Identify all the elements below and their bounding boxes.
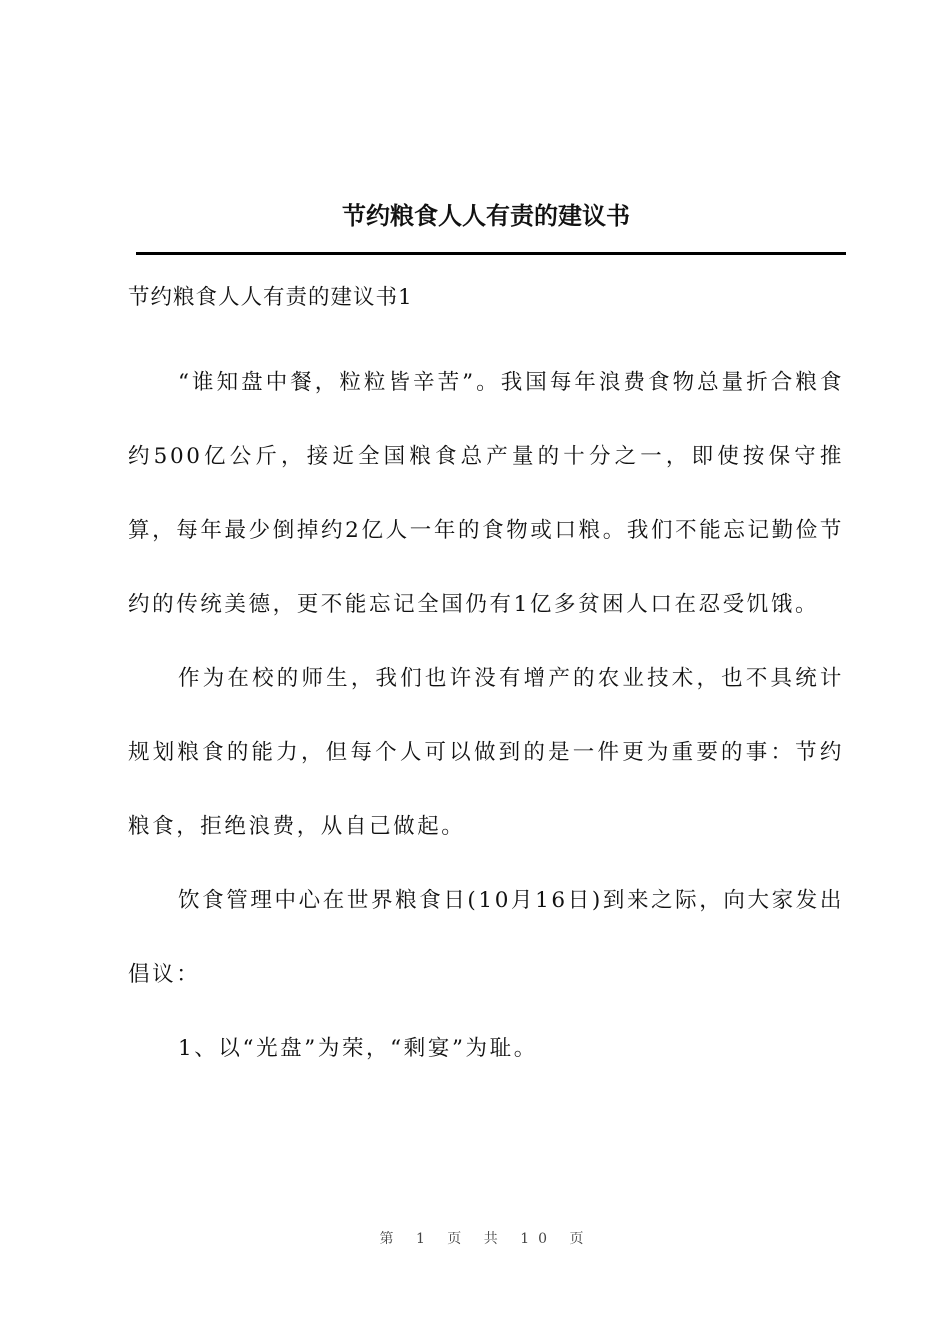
paragraph-3: 饮食管理中心在世界粮食日(10月16日)到来之际，向大家发出倡议： — [128, 888, 844, 987]
paragraph-4: 1、以“光盘”为荣，“剩宴”为耻。 — [178, 1036, 538, 1061]
document-body — [128, 346, 844, 1086]
title-divider — [136, 252, 846, 255]
paragraph-1: “谁知盘中餐，粒粒皆辛苦”。我国每年浪费食物总量折合粮食约500亿公斤，接近全国粮食总产量的十分之一，即使按保守推算，每年最少倒掉约2亿人一年的食物或口粮。我们不能忘记勤俭节约的传统美德，更不能忘记全国仍有1亿多贫困人口在忍受饥饿。 — [128, 370, 844, 617]
page-number-footer: 第 1 页 共 10 页 — [379, 1231, 593, 1247]
paragraph-2: 作为在校的师生，我们也许没有增产的农业技术，也不具统计规划粮食的能力，但每个人可以做到的是一件更为重要的事：节约粮食，拒绝浪费，从自己做起。 — [128, 666, 844, 839]
document-title: 节约粮食人人有责的建议书 — [342, 202, 630, 230]
section-heading: 节约粮食人人有责的建议书1 — [128, 285, 413, 310]
